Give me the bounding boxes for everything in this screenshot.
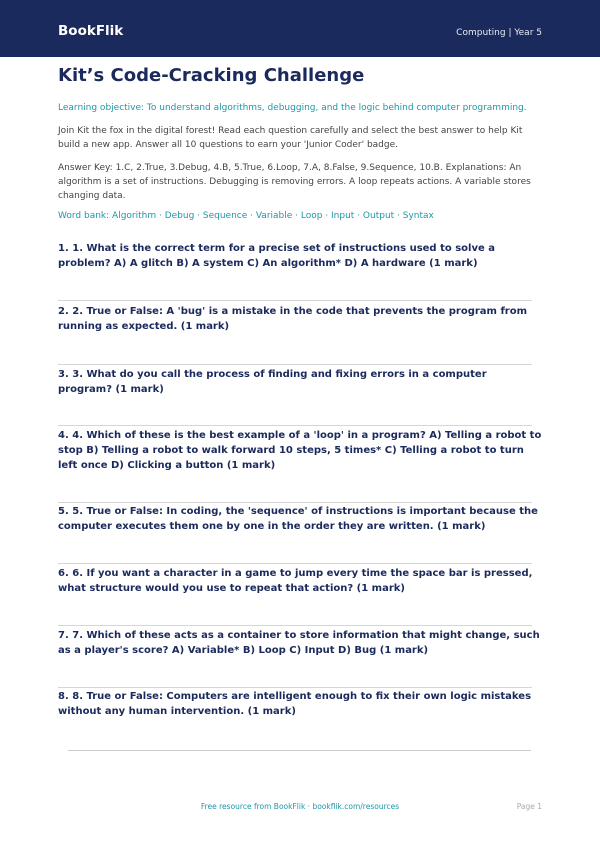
- answer-line-6[interactable]: [58, 625, 532, 626]
- footer-divider: [68, 750, 531, 751]
- brand-logo: BookFlik: [58, 23, 124, 39]
- footer-link[interactable]: Free resource from BookFlik · bookflik.com/resources: [200, 802, 400, 811]
- question-5: 5. 5. True or False: In coding, the 'sequence' of instructions is important because the computer executes them one by one in the order they are written. (1 mark): [58, 506, 538, 532]
- word-bank: Word bank: Algorithm · Debug · Sequence · Variable · Loop · Input · Output · Syntax: [58, 211, 434, 221]
- question-4: 4. 4. Which of these is the best example of a 'loop' in a program? A) Telling a robot to stop B) Telling a robot to walk forward 10 steps, 5 times* C) Telling a robot to turn left once D) Clicking a button (1 mark): [58, 430, 542, 471]
- learning-objective: Learning objective: To understand algorithms, debugging, and the logic behind computer programming.: [58, 103, 527, 113]
- question-3: 3. 3. What do you call the process of finding and fixing errors in a computer program? (1 mark): [58, 369, 487, 395]
- answer-line-2[interactable]: [58, 364, 532, 365]
- answer-line-7[interactable]: [58, 687, 532, 688]
- question-8: 8. 8. True or False: Computers are intelligent enough to fix their own logic mistakes without any human intervention. (1 mark): [58, 691, 532, 717]
- answer-line-3[interactable]: [58, 425, 532, 426]
- subject-year-label: Computing | Year 5: [456, 28, 542, 38]
- page-title: Kit’s Code-Cracking Challenge: [58, 65, 365, 86]
- header-bar: [0, 0, 600, 57]
- question-6: 6. 6. If you want a character in a game to jump every time the space bar is pressed, what structure would you use to repeat that action? (1 mark): [58, 568, 533, 594]
- answer-line-5[interactable]: [58, 563, 532, 564]
- page-number: Page 1: [516, 802, 542, 811]
- answer-key: Answer Key: 1.C, 2.True, 3.Debug, 4.B, 5.True, 6.Loop, 7.A, 8.False, 9.Sequence, 10.B. Explanations: An algorithm is a set of instructions. Debugging is removing errors. A loop repeats actions. A variable stores changing data.: [58, 163, 531, 201]
- question-2: 2. 2. True or False: A 'bug' is a mistake in the code that prevents the program from running as expected. (1 mark): [58, 306, 528, 332]
- question-1: 1. 1. What is the correct term for a precise set of instructions used to solve a problem? A) A glitch B) A system C) An algorithm* D) A hardware (1 mark): [58, 243, 495, 269]
- answer-line-4[interactable]: [58, 502, 532, 503]
- intro-text: Join Kit the fox in the digital forest! Read each question carefully and select the best answer to help Kit build a new app. Answer all 10 questions to earn your 'Junior Coder' badge.: [58, 126, 523, 150]
- question-7: 7. 7. Which of these acts as a container to store information that might change, such as a player's score? A) Variable* B) Loop C) Input D) Bug (1 mark): [58, 630, 540, 656]
- answer-line-1[interactable]: [58, 300, 532, 301]
